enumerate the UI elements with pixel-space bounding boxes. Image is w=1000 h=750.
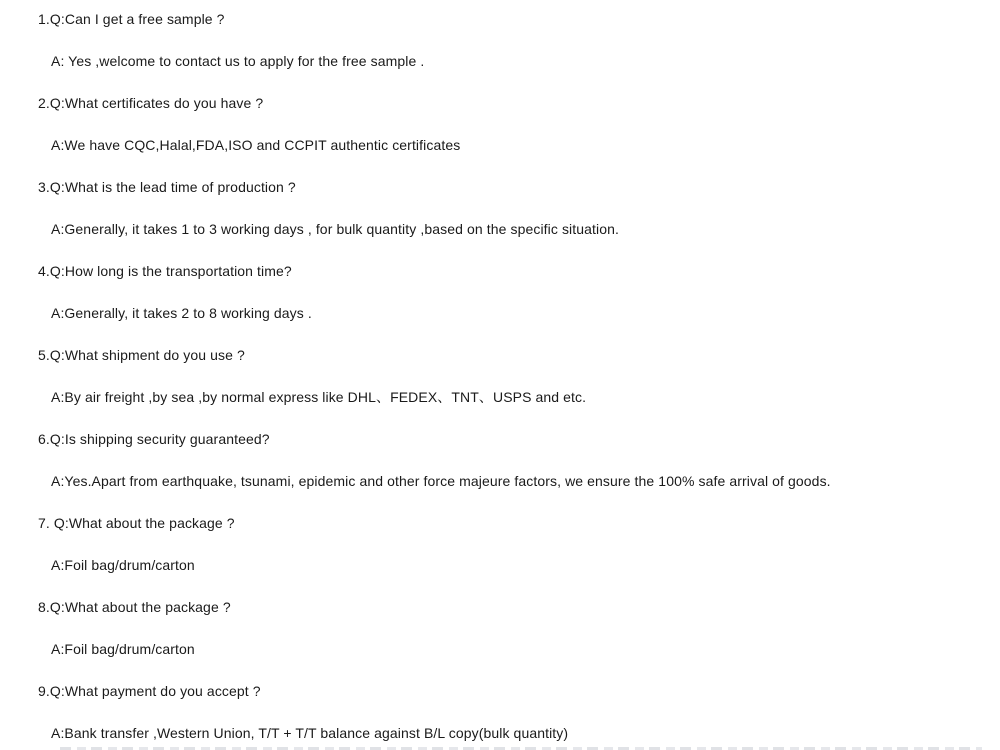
faq-item xyxy=(0,586,1000,670)
faq-question-line: 9.Q:What payment do you accept ? xyxy=(38,683,261,699)
faq-answer-line: A:Bank transfer ,Western Union, T/T + T/T balance against B/L copy(bulk quantity) xyxy=(51,725,569,741)
faq-question-line: 1.Q:Can I get a free sample ? xyxy=(38,11,225,27)
faq-item xyxy=(0,418,1000,502)
faq-answer-line: A:Foil bag/drum/carton xyxy=(51,641,195,657)
faq-question-line: 5.Q:What shipment do you use ? xyxy=(38,347,245,363)
faq-answer-line: A:Yes.Apart from earthquake, tsunami, epidemic and other force majeure factors, we ensure the 100% safe arrival of goods. xyxy=(51,473,831,489)
faq-item xyxy=(0,502,1000,586)
faq-question-line: 7. Q:What about the package ? xyxy=(38,515,235,531)
faq-item xyxy=(0,166,1000,250)
faq-item xyxy=(0,334,1000,418)
faq-item xyxy=(0,670,1000,750)
faq-answer-line: A: Yes ,welcome to contact us to apply for the free sample . xyxy=(51,53,425,69)
faq-answer-line: A:Generally, it takes 1 to 3 working days , for bulk quantity ,based on the specific situation. xyxy=(51,221,619,237)
faq-item xyxy=(0,0,1000,82)
faq-answer-line: A:We have CQC,Halal,FDA,ISO and CCPIT authentic certificates xyxy=(51,137,461,153)
faq-item xyxy=(0,82,1000,166)
faq-question-line: 4.Q:How long is the transportation time? xyxy=(38,263,292,279)
faq-answer-line: A:Foil bag/drum/carton xyxy=(51,557,195,573)
faq-question-line: 8.Q:What about the package ? xyxy=(38,599,231,615)
faq-answer-line: A:Generally, it takes 2 to 8 working days . xyxy=(51,305,312,321)
faq-item xyxy=(0,250,1000,334)
faq-question-line: 2.Q:What certificates do you have ? xyxy=(38,95,264,111)
faq-question-line: 3.Q:What is the lead time of production ? xyxy=(38,179,296,195)
faq-question-line: 6.Q:Is shipping security guaranteed? xyxy=(38,431,270,447)
faq-answer-line: A:By air freight ,by sea ,by normal express like DHL、FEDEX、TNT、USPS and etc. xyxy=(51,389,587,405)
